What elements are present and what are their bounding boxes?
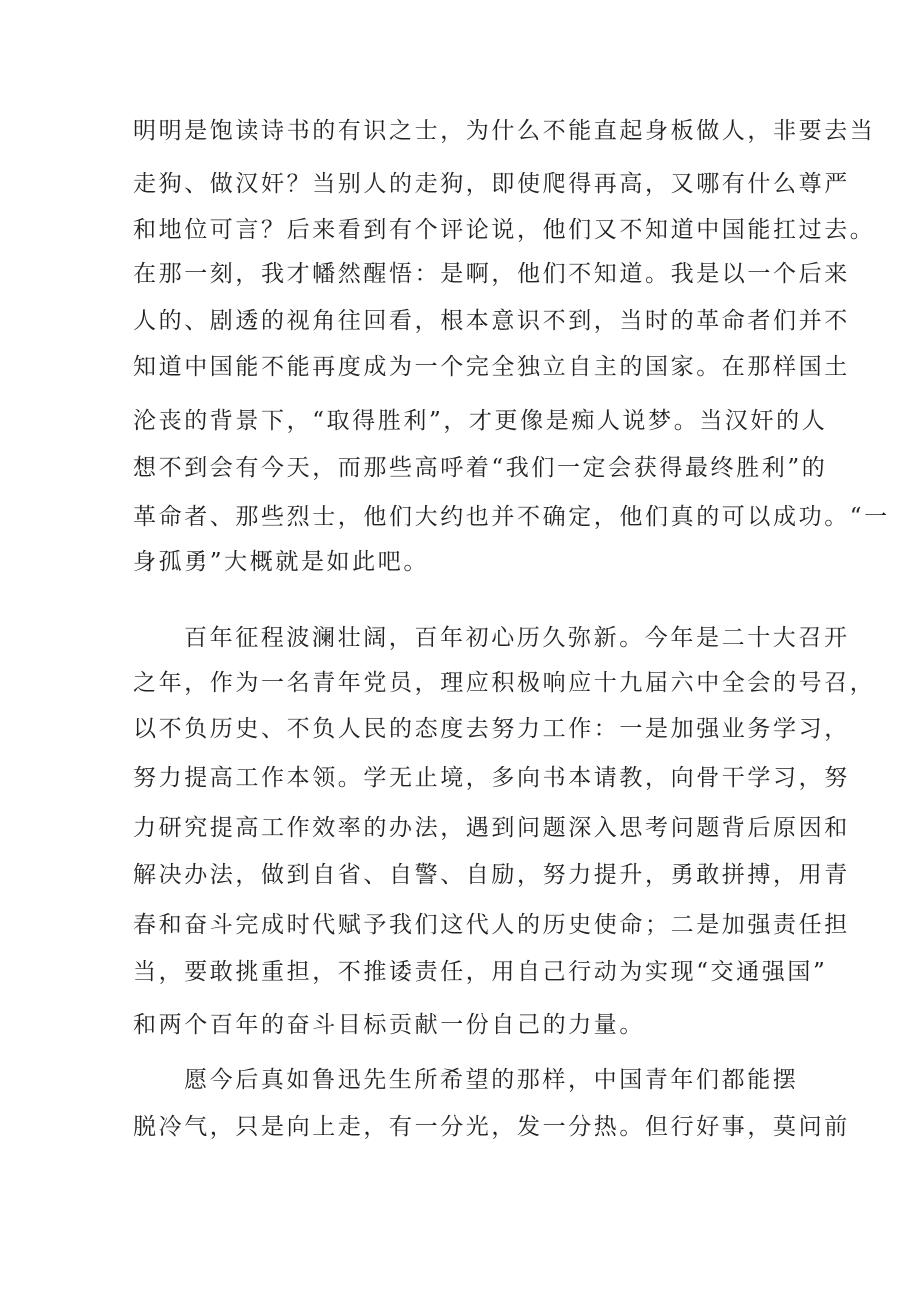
paragraph-1-line-1: 明明是饱读诗书的有识之士，为什么不能直起身板做人，非要去当: [133, 118, 876, 144]
paragraph-1-line-3: 和地位可言？后来看到有个评论说，他们又不知道中国能扛过去。: [133, 217, 876, 243]
paragraph-2-line-9: 和两个百年的奋斗目标贡献一份自己的力量。: [133, 1012, 645, 1038]
paragraph-1-line-4: 在那一刻，我才幡然醒悟：是啊，他们不知道。我是以一个后来: [133, 261, 850, 287]
paragraph-1-line-8: 想不到会有今天，而那些高呼着“我们一定会获得最终胜利”的: [133, 455, 828, 481]
paragraph-1-line-9: 革命者、那些烈士，他们大约也并不确定，他们真的可以成功。“一: [133, 504, 890, 530]
paragraph-2-line-7: 春和奋斗完成时代赋予我们这代人的历史使命；二是加强责任担: [133, 912, 850, 938]
paragraph-1-line-10: 身孤勇”大概就是如此吧。: [133, 549, 429, 575]
paragraph-2-line-5: 力研究提高工作效率的办法，遇到问题深入思考问题背后原因和: [133, 815, 850, 841]
paragraph-2-line-3: 以不负历史、不负人民的态度去努力工作：一是加强业务学习，: [133, 716, 850, 742]
paragraph-1-line-2: 走狗、做汉奸？当别人的走狗，即使爬得再高，又哪有什么尊严: [133, 171, 850, 197]
paragraph-1-line-5: 人的、剧透的视角往回看，根本意识不到，当时的革命者们并不: [133, 308, 850, 334]
paragraph-2-line-4: 努力提高工作本领。学无止境，多向书本请教，向骨干学习，努: [133, 765, 850, 791]
paragraph-3-line-1: 愿今后真如鲁迅先生所希望的那样，中国青年们都能摆: [184, 1067, 799, 1093]
paragraph-2-line-8: 当，要敢挑重担，不推诿责任，用自己行动为实现“交通强国”: [133, 959, 828, 985]
paragraph-3-line-2: 脱冷气，只是向上走，有一分光，发一分热。但行好事，莫问前: [133, 1114, 850, 1140]
paragraph-1-line-7: 沦丧的背景下，“取得胜利”，才更像是痴人说梦。当汉奸的人: [133, 408, 828, 434]
paragraph-1-line-6: 知道中国能不能再度成为一个完全独立自主的国家。在那样国土: [133, 354, 850, 380]
paragraph-2-line-6: 解决办法，做到自省、自警、自励，努力提升，勇敢拼搏，用青: [133, 862, 850, 888]
paragraph-2-line-2: 之年，作为一名青年党员，理应积极响应十九届六中全会的号召，: [133, 670, 876, 696]
paragraph-2-line-1: 百年征程波澜壮阔，百年初心历久弥新。今年是二十大召开: [184, 625, 850, 651]
